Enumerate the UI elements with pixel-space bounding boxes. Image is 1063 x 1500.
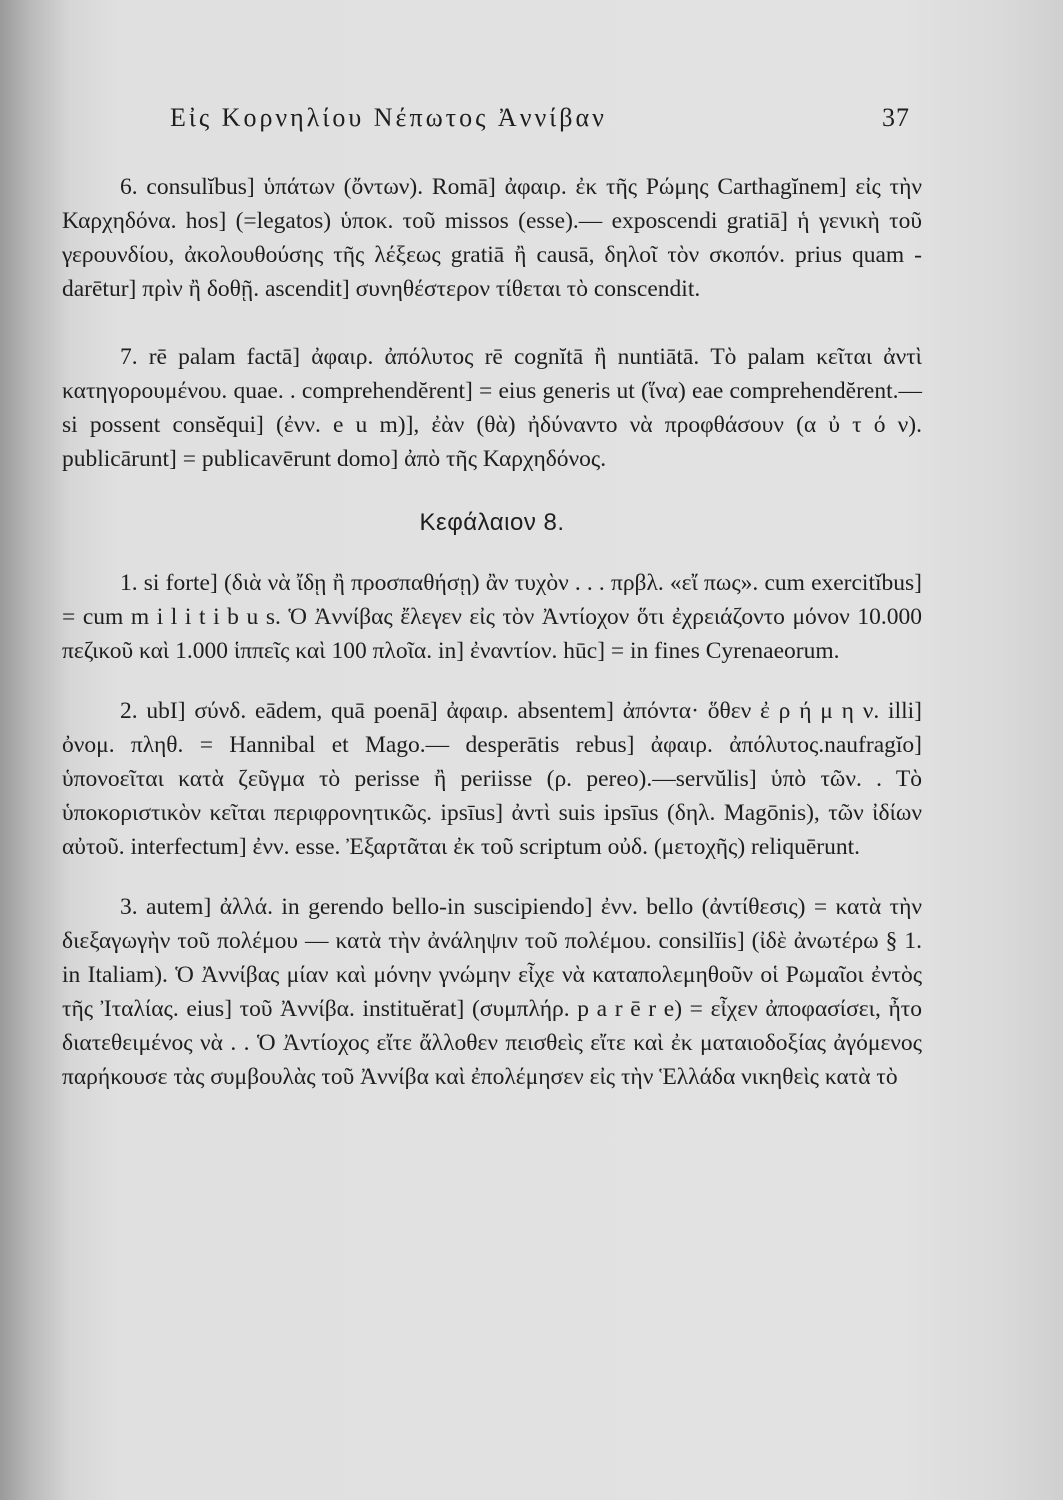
chapter-8-paragraph-2: 2. ubI] σύνδ. eādem, quā poenā] ἀφαιρ. absentem] ἀπόντα· ὅθεν ἐ ρ ή μ η ν. illi] ὀνομ. πληθ. = Hannibal et Mago.— desperātis rebus] ἀφαιρ. ἀπόλυτος.naufragĭo] ὑπονοεῖται κατὰ ζεῦγμα τὸ perisse ἢ periisse (ρ. pereo).—servŭlis] ὑπὸ τῶν. . Τὸ ὑποκοριστικὸν κεῖται περιφρονητικῶς. ipsīus] ἀντὶ suis ipsīus (δηλ. Magōnis), τῶν ἰδίων αὐτοῦ. interfectum] ἐνν. esse. Ἐξαρτᾶται ἐκ τοῦ scriptum οὐδ. (μετοχῆς) reliquērunt. [62,698,922,860]
chapter-8-paragraph-1: 1. si forte] (διὰ νὰ ἴδῃ ἢ προσπαθήσῃ) ἂν τυχὸν . . . πρβλ. «εἴ πως». cum exercitĭbus] = cum m i l i t i b u s. Ὁ Ἀννίβας ἔλεγεν εἰς τὸν Ἀντίοχον ὅτι ἐχρειάζοντο μόνον 10.000 πεζικοῦ καὶ 1.000 ἱππεῖς καὶ 100 πλοῖα. in] ἐναντίον. hūc] = in fines Cyrenaeorum. [62,570,922,664]
paragraph-7: 7. rē palam factā] ἀφαιρ. ἀπόλυτος rē cognĭtā ἢ nuntiātā. Τὸ palam κεῖται ἀντὶ κατηγορουμένου. quae. . comprehendĕrent] = eius generis ut (ἵνα) eae comprehendĕrent.—si possent consĕqui] (ἐνν. e u m)], ἐὰν (θὰ) ἠδύναντο νὰ προφθάσουν (α ὐ τ ό ν). publicārunt] = publicavērunt domo] ἀπὸ τῆς Καρχηδόνος. [62,344,922,472]
running-title: Εἰς Κορνηλίου Νέπωτος Ἀννίβαν [170,103,607,132]
paragraph-6: 6. consulĭbus] ὑπάτων (ὄντων). Romā] ἀφαιρ. ἐκ τῆς Ρώμης Carthagĭnem] εἰς τὴν Καρχηδόνα. hos] (=legatos) ὑποκ. τοῦ missos (esse).— exposcendi gratiā] ἡ γενικὴ τοῦ γερουνδίου, ἀκολουθούσης τῆς λέξεως gratiā ἢ causā, δηλοῖ τὸν σκοπόν. prius quam - darētur] πρὶν ἢ δοθῇ. ascendit] συνηθέστερον τίθεται τὸ conscendit. [62,174,922,302]
page-number: 37 [882,103,910,132]
body-text [62,170,922,1094]
chapter-heading: Κεφάλαιον 8. [419,509,565,536]
running-header [170,103,910,133]
chapter-8-paragraph-3: 3. autem] ἀλλά. in gerendo bello-in suscipiendo] ἐνν. bello (ἀντίθεσις) = κατὰ τὴν διεξαγωγὴν τοῦ πολέμου — κατὰ τὴν ἀνάληψιν τοῦ πολέμου. consilĭis] (ἰδὲ ἀνωτέρω § 1. in Italiam). Ὁ Ἀννίβας μίαν καὶ μόνην γνώμην εἶχε νὰ καταπολεμηθοῦν οἱ Ρωμαῖοι ἐντὸς τῆς Ἰταλίας. eius] τοῦ Ἀννίβα. instituĕrat] (συμπλήρ. p a r ē r e) = εἶχεν ἀποφασίσει, ἦτο διατεθειμένος νὰ . . Ὁ Ἀντίοχος εἴτε ἄλλοθεν πεισθεὶς εἴτε καὶ ἐκ ματαιοδοξίας ἀγόμενος παρήκουσε τὰς συμβουλὰς τοῦ Ἀννίβα καὶ ἐπολέμησεν εἰς τὴν Ἑλλάδα νικηθεὶς κατὰ τὸ [62,894,922,1090]
